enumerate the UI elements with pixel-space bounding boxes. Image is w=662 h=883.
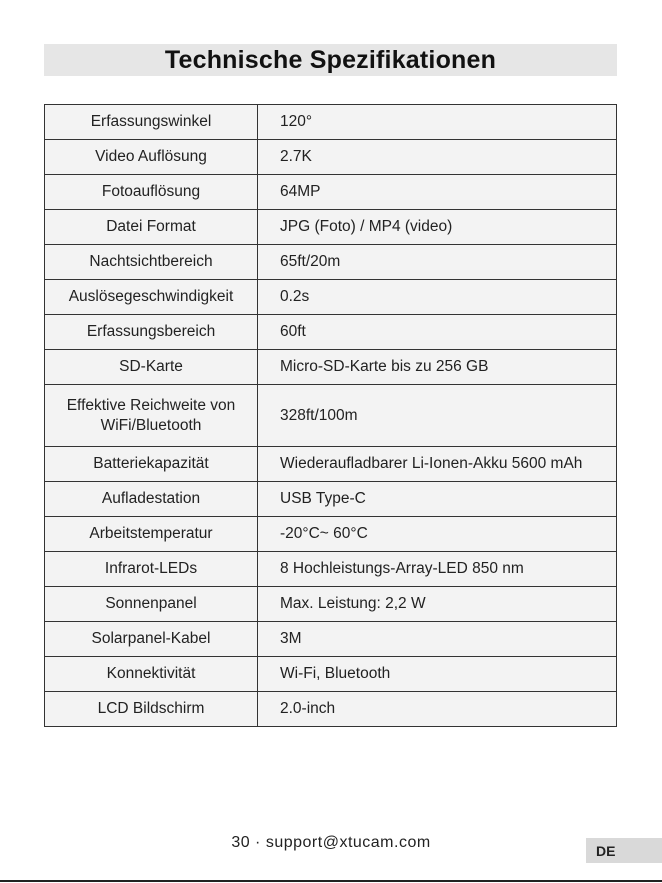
table-row (45, 315, 617, 350)
spec-label: Konnektivität (45, 657, 258, 692)
spec-label: Erfassungsbereich (45, 315, 258, 350)
table-row (45, 175, 617, 210)
spec-value: 328ft/100m (258, 385, 617, 447)
spec-label: Nachtsichtbereich (45, 245, 258, 280)
spec-value: 2.0-inch (258, 692, 617, 727)
table-row (45, 587, 617, 622)
spec-value: 120° (258, 105, 617, 140)
spec-value: 0.2s (258, 280, 617, 315)
spec-label: Video Auflösung (45, 140, 258, 175)
spec-table (44, 104, 617, 727)
spec-value: JPG (Foto) / MP4 (video) (258, 210, 617, 245)
spec-value: 64MP (258, 175, 617, 210)
table-row (45, 105, 617, 140)
table-row (45, 350, 617, 385)
spec-label: Erfassungswinkel (45, 105, 258, 140)
spec-label: Infrarot-LEDs (45, 552, 258, 587)
spec-value: 60ft (258, 315, 617, 350)
spec-value: USB Type-C (258, 482, 617, 517)
table-row (45, 447, 617, 482)
table-row (45, 517, 617, 552)
spec-value: Micro-SD-Karte bis zu 256 GB (258, 350, 617, 385)
spec-label: Batteriekapazität (45, 447, 258, 482)
spec-value: Wiederaufladbarer Li-Ionen-Akku 5600 mAh (258, 447, 617, 482)
bottom-divider (0, 880, 662, 882)
spec-value: 2.7K (258, 140, 617, 175)
page-title: Technische Spezifikationen (164, 46, 497, 74)
spec-label: Arbeitstemperatur (45, 517, 258, 552)
spec-label: LCD Bildschirm (45, 692, 258, 727)
spec-label: Datei Format (45, 210, 258, 245)
spec-label: Fotoauflösung (45, 175, 258, 210)
table-row (45, 692, 617, 727)
table-row (45, 552, 617, 587)
spec-label: Auslösegeschwindigkeit (45, 280, 258, 315)
spec-value: 65ft/20m (258, 245, 617, 280)
table-row (45, 140, 617, 175)
title-bar (44, 44, 617, 76)
spec-label: Sonnenpanel (45, 587, 258, 622)
spec-value: 8 Hochleistungs-Array-LED 850 nm (258, 552, 617, 587)
spec-value: 3M (258, 622, 617, 657)
table-row (45, 280, 617, 315)
language-tab: DE (586, 838, 662, 863)
spec-value: Wi-Fi, Bluetooth (258, 657, 617, 692)
table-row (45, 482, 617, 517)
table-row (45, 657, 617, 692)
page-footer: 30 · support@xtucam.com (231, 834, 431, 851)
spec-value: -20°C~ 60°C (258, 517, 617, 552)
spec-label: Solarpanel-Kabel (45, 622, 258, 657)
spec-label: Effektive Reichweite von WiFi/Bluetooth (45, 385, 258, 447)
table-row (45, 210, 617, 245)
spec-label: SD-Karte (45, 350, 258, 385)
table-row (45, 245, 617, 280)
table-row (45, 622, 617, 657)
spec-value: Max. Leistung: 2,2 W (258, 587, 617, 622)
spec-label: Aufladestation (45, 482, 258, 517)
table-row (45, 385, 617, 447)
